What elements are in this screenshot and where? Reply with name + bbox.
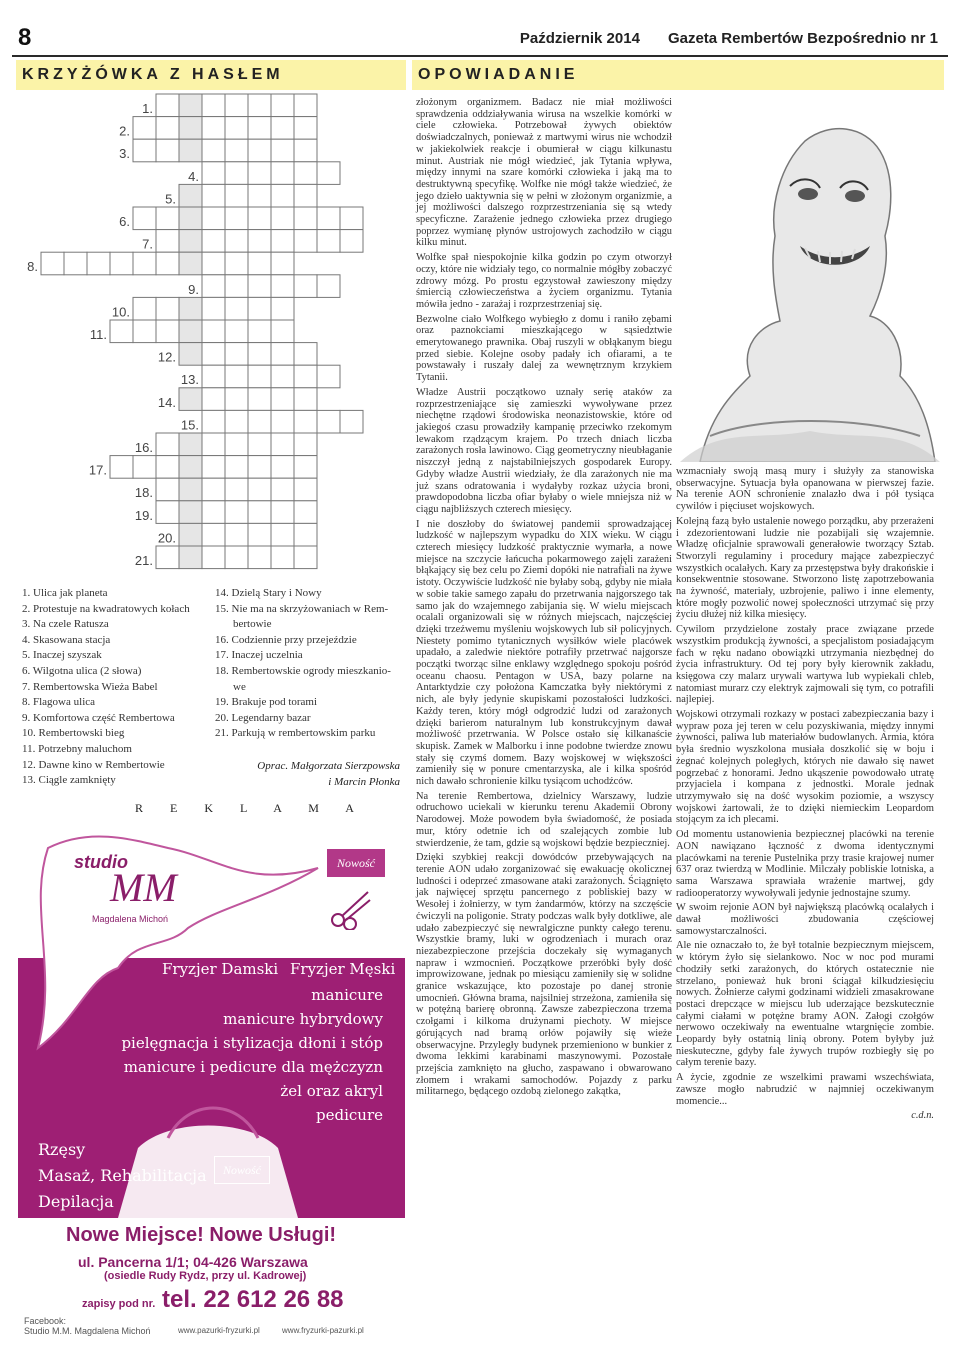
facebook-name: Studio M.M. Magdalena Michoń — [24, 1326, 151, 1336]
crossword-cell[interactable] — [248, 478, 271, 501]
crossword-row-number: 11. — [89, 327, 107, 342]
story-paragraph: Ale nie oznaczało to, że był totalnie bezpiecznym miejscem, w którym żyło się sielankowo. Noc w noc pod murami chodziły setki zarażonych, do których ostatecznie nie strzelano, ponieważ huk broni ściągał kilkudziesięciu nowych. Żołnierze całymi godzinami widzieli zmasakrowane postaci drepczące w miejscu lub uderzające bezskutecznie całymi ciałami w potężne bramy AON. Załogi czołgów nerwowo oczekiwały na ewentualne wtargnięcie zombie. Leopardy były ostatnią linią obrony. Potem byłyby już nieskuteczne, gdyby fale żywych trupów rozbiegły się po całym terenie bazy. — [676, 940, 934, 1069]
crossword-cell[interactable] — [179, 94, 202, 117]
crossword-cell[interactable] — [156, 501, 179, 524]
crossword-cell[interactable] — [225, 230, 248, 253]
page-number: 8 — [18, 24, 32, 51]
crossword-cell[interactable] — [179, 433, 202, 456]
crossword-cell[interactable] — [248, 320, 271, 343]
crossword-row-number: 9. — [188, 281, 199, 297]
crossword-cell[interactable] — [271, 478, 294, 501]
ad-logo: MM — [110, 865, 177, 910]
crossword-cell[interactable] — [202, 94, 225, 117]
crossword-cell[interactable] — [271, 162, 294, 185]
story-column-2 — [676, 466, 934, 1125]
fryzjer-meski: Fryzjer Męski — [290, 960, 396, 978]
crossword-cell[interactable] — [271, 456, 294, 479]
crossword-cell[interactable] — [271, 365, 294, 388]
ad-owner: Magdalena Michoń — [92, 914, 169, 924]
crossword-cell[interactable] — [271, 230, 294, 253]
crossword-cell[interactable] — [248, 139, 271, 162]
crossword-row-number: 19. — [134, 507, 153, 523]
ad-service: manicure hybrydowy — [223, 1010, 383, 1028]
crossword-cell[interactable] — [202, 365, 225, 388]
crossword-cell[interactable] — [294, 275, 317, 298]
page-header — [492, 30, 938, 47]
crossword-cell[interactable] — [294, 410, 317, 433]
ad-service: pielęgnacja i stylizacja dłoni i stóp — [121, 1034, 383, 1052]
crossword-row-number: 12. — [157, 349, 176, 365]
crossword-cell[interactable] — [271, 139, 294, 162]
crossword-cell[interactable] — [271, 252, 294, 275]
crossword-clue: 1. Ulica jak planeta — [22, 587, 108, 599]
crossword-cell[interactable] — [202, 433, 225, 456]
crossword-row-number: 16. — [134, 440, 153, 455]
crossword-cell[interactable] — [271, 94, 294, 117]
crossword-cell[interactable] — [156, 297, 179, 320]
crossword-cell[interactable] — [225, 456, 248, 479]
crossword-row-number: 8. — [27, 259, 38, 275]
crossword-cell[interactable] — [225, 162, 248, 185]
crossword-cell[interactable] — [156, 117, 179, 140]
crossword-cell[interactable] — [179, 478, 202, 501]
crossword-clue: 17. Inaczej uczelnia — [215, 649, 303, 662]
phone-number: tel. 22 612 26 88 — [162, 1286, 344, 1313]
crossword-cell[interactable] — [64, 252, 87, 275]
crossword-cell[interactable] — [225, 478, 248, 501]
crossword-cell[interactable] — [317, 207, 340, 230]
crossword-cell[interactable] — [294, 94, 317, 117]
crossword-cell[interactable] — [202, 501, 225, 524]
ad-address-note: (osiedle Rudy Rydz, przy ul. Kadrowej) — [104, 1270, 307, 1282]
crossword-cell[interactable] — [294, 162, 317, 185]
ad-studio: studio — [74, 852, 128, 872]
crossword-row-number: 21. — [134, 553, 153, 568]
story-paragraph: Władze Austrii początkowo uznały serię ataków za rozprzestrzeniające się zamieszki wywoływane przez niechętne rządowi środowiska neonazistowskie, które od jakiegoś czasu prowadziły kampanię przeciwko rzekomym lewakom rządzącym krajem. Po trzech dniach liczba zarażonych rosła lawinowo. Ciąg geometryczny nieubłaganie niszczył jedną z najstabilniejszych gospodarek Europy. Gdyby władze Austrii wiedziały, że dla zarażonych nie ma już szans odratowania i wydałyby rozkaz użycia broni, prawdopodobna liczba ofiar byłaby o wiele mniejsza niż w ciągu najbliższych czterech miesięcy. — [416, 386, 672, 515]
new-badge: Nowość — [214, 1156, 270, 1184]
crossword-cell[interactable] — [179, 320, 202, 343]
clues-left — [22, 586, 190, 789]
crossword-cell[interactable] — [294, 365, 317, 388]
crossword-clue: 6. Wilgotna ulica (2 słowa) — [22, 664, 142, 677]
ad-label: R E K L A M A — [135, 801, 366, 815]
crossword-cell[interactable] — [248, 388, 271, 411]
crossword-cell[interactable] — [202, 162, 225, 185]
story-column-1 — [416, 97, 672, 1101]
crossword-cell[interactable] — [225, 365, 248, 388]
crossword-cell[interactable] — [225, 523, 248, 546]
crossword-cell[interactable] — [179, 117, 202, 140]
crossword-cell[interactable] — [179, 523, 202, 546]
crossword-clue: 13. Ciągle zamknięty — [22, 774, 116, 787]
gazette-title: Gazeta Rembertów Bezpośrednio nr 1 — [667, 30, 938, 47]
crossword-cell[interactable] — [271, 546, 294, 569]
crossword-cell[interactable] — [294, 501, 317, 524]
crossword-cell[interactable] — [202, 230, 225, 253]
crossword-cell[interactable] — [202, 297, 225, 320]
crossword-cell[interactable] — [87, 252, 110, 275]
crossword-cell[interactable] — [225, 297, 248, 320]
crossword-clue: 3. Na czele Ratusza — [22, 618, 109, 631]
crossword-cell[interactable] — [271, 410, 294, 433]
crossword-row-number: 10. — [111, 304, 130, 320]
ad-left-service: Depilacja — [38, 1192, 114, 1211]
crossword-cell[interactable] — [225, 117, 248, 140]
crossword-cell[interactable] — [156, 207, 179, 230]
crossword-cell[interactable] — [225, 320, 248, 343]
crossword-cell[interactable] — [271, 523, 294, 546]
crossword-cell[interactable] — [340, 410, 363, 433]
crossword-cell[interactable] — [179, 546, 202, 569]
crossword-clue: bertowie — [233, 618, 272, 631]
crossword-cell[interactable] — [248, 501, 271, 524]
crossword-cell[interactable] — [202, 275, 225, 298]
header-rule — [12, 55, 948, 57]
crossword-cell[interactable] — [248, 546, 271, 569]
crossword-cell[interactable] — [225, 410, 248, 433]
crossword-cell[interactable] — [340, 207, 363, 230]
crossword-clue: 7. Rembertowska Wieża Babel — [22, 680, 158, 693]
crossword-cell[interactable] — [133, 139, 156, 162]
crossword-cell[interactable] — [225, 252, 248, 275]
crossword-cell[interactable] — [340, 230, 363, 253]
crossword-clue: 12. Dawne kino w Rembertowie — [22, 758, 165, 771]
crossword-cell[interactable] — [179, 184, 202, 207]
crossword-cell[interactable] — [294, 433, 317, 456]
crossword-cell[interactable] — [179, 297, 202, 320]
crossword-clue: 9. Komfortowa część Rembertowa — [22, 711, 175, 724]
crossword-cell[interactable] — [156, 320, 179, 343]
fryzjer-damski: Fryzjer Damski — [162, 960, 279, 978]
crossword-credit — [240, 758, 400, 790]
crossword-cell[interactable] — [248, 184, 271, 207]
crossword-cell[interactable] — [202, 523, 225, 546]
crossword-row-number: 14. — [157, 394, 176, 410]
crossword-row-number: 13. — [180, 372, 199, 388]
scissors-icon — [328, 886, 372, 930]
clues-right — [215, 586, 391, 742]
crossword-cell[interactable] — [294, 478, 317, 501]
story-paragraph: Od momentu ustanowienia bezpiecznej placówki na terenie AON nawiązano łączność z dwoma identycznymi placówkami na terenie Pustelnika przy trasie krajowej numer 637 oraz twierdzą w Modlinie. Milczały pobliskie lotniska, a sama Warszawa sprawiała wrażenie martwej, gdy radiooperatorzy wywoływali jedynie jednostajne szumy. — [676, 829, 934, 899]
crossword-cell[interactable] — [271, 117, 294, 140]
salon-advertisement — [18, 818, 405, 1340]
ad-websites: www.pazurki-fryzurki.pl www.fryzurki-pazurki.pl — [178, 1326, 364, 1335]
crossword-cell[interactable] — [248, 275, 271, 298]
crossword-cell[interactable] — [294, 546, 317, 569]
crossword-cell[interactable] — [225, 275, 248, 298]
crossword-clue: 21. Parkują w rembertowskim parku — [215, 727, 376, 740]
ad-left-service: Masaż, Rehabilitacja — [38, 1166, 207, 1185]
crossword-cell[interactable] — [271, 501, 294, 524]
crossword-cell[interactable] — [202, 388, 225, 411]
crossword-cell[interactable] — [271, 388, 294, 411]
crossword-row-number: 1. — [142, 101, 153, 116]
crossword-cell[interactable] — [248, 343, 271, 366]
crossword-cell[interactable] — [110, 320, 133, 343]
crossword-row-number: 18. — [134, 485, 153, 501]
crossword-clue: 4. Skasowana stacja — [22, 633, 111, 646]
crossword-section-title: KRZYŻÓWKA Z HASŁEM — [16, 60, 406, 90]
crossword-cell[interactable] — [225, 433, 248, 456]
credit-line: Oprac. Małgorzata Sierzpowska — [257, 760, 400, 772]
crossword-cell[interactable] — [202, 207, 225, 230]
zombie-illustration — [680, 96, 940, 462]
crossword-row-number: 5. — [165, 191, 176, 207]
crossword-cell[interactable] — [179, 252, 202, 275]
crossword-row-number: 15. — [180, 417, 199, 433]
ad-phone — [82, 1286, 344, 1314]
crossword-cell[interactable] — [179, 139, 202, 162]
crossword-cell[interactable] — [133, 456, 156, 479]
crossword-cell[interactable] — [225, 207, 248, 230]
crossword-cell[interactable] — [133, 252, 156, 275]
crossword-grid[interactable] — [18, 92, 398, 582]
crossword-cell[interactable] — [179, 230, 202, 253]
crossword-cell[interactable] — [248, 456, 271, 479]
crossword-cell[interactable] — [202, 343, 225, 366]
ad-facebook — [24, 1316, 151, 1336]
crossword-cell[interactable] — [248, 297, 271, 320]
crossword-clue: 5. Inaczej szyszak — [22, 649, 102, 662]
crossword-cell[interactable] — [179, 343, 202, 366]
crossword-cell[interactable] — [294, 388, 317, 411]
crossword-cell[interactable] — [248, 117, 271, 140]
crossword-cell[interactable] — [271, 275, 294, 298]
crossword-cell[interactable] — [294, 139, 317, 162]
crossword-cell[interactable] — [156, 94, 179, 117]
crossword-row-number: 3. — [119, 146, 130, 162]
crossword-cell[interactable] — [156, 478, 179, 501]
story-paragraph: Dzięki szybkiej reakcji dowódców przebywających na terenie AON udało zorganizować się ewakuację okolicznej ludności i odeprzeć zmasowane ataki zarażonych. Ściągnięto jak najwięcej sprzętu pancernego z pobliskiej bazy w Wesołej i żołnierzy, w tym żandarmów, którzy na szczęście ćwiczyli na poligonie. Straty podczas walk były dotkliwe, ale udało zabezpieczyć się newralgiczne punkty całego terenu. Wszystkie bramy, luki w ogrodzeniach i murach oraz niezabezpieczone przejścia doczekały się wymaganych napraw i wzmocnień. Początkowe przeróbki były dość improwizowane, jednak po miesiącu zamieniły się w solidne granice wskazujące, kto pozostaje po danej stronie umocnień. Główna brama, najsilniej strzeżona, zamieniła się w potężną barierę obronną. Zawsze zabezpieczona trzema czołgami i kilkoma drużynami piechoty. W miejsce górujących nad bramą orłów pojawiły się wieże obserwacyjne. Przyległy budynek przemieniono w bunkier z dwoma lekkimi karabinami maszynowymi. Pozostałe przejścia zamknięto na głucho, zaspawano i obwarowano złomem i wrakami samochodów. Pojazdy z parku militarnego, będącego ozdobą zielonego zakątka, — [416, 852, 672, 1098]
story-paragraph: I nie doszłoby do światowej pandemii sprowadzającej ludzkość w najlepszym wypadku do XIX wieku. W ciągu czterech miesięcy ludzkość praktycznie wymarła, a nowe miejsce na szczycie łańcucha pokarmowego zajęli zarażeni błąkający się bez celu po Ziemi dopóki nie natrafiali na żywe istoty. Oczywiście ludzkość nie byłaby sobą, gdyby nie miała w sobie takie samego zapału do przetrwania najgorszego tak samo jak do wzajemnego zabijania się. W wielu miejscach ocalali organizowali się w różnych miejscach, najczęściej dzięki trzeźwemu myśleniu wojskowych lub sił policyjnych. Niestety pomimo tytanicznych wysiłków wiele placówek upadało, a zaledwie niektóre potrafiły przetrwać najgorsze początki tworząc silne enklawy względnego spokoju pośród oceanu chaosu. Pentagon w USA, bazy polarne na Antarktydzie czy położona Kamczatka były niektórymi z nich, ale były jedynie skupiskami pozostałości ludzkości. Każdy teren, który mógł odgrodzić ludzi od zarażonych dzięki barierom naturalnym lub konstrukcyjnym dawał możliwość przetrwania. W Polsce ostało się kilkanaście skupisk. Zamek w Malborku i inne podobne twierdze znowu stały się czymś domem. Bazy wojskowej w większości zamieniły się w ponure cmentarzyska, ale i kilka spośród nich dawało schronienie kilku tysiącom uchodźców. — [416, 518, 672, 788]
crossword-cell[interactable] — [202, 184, 225, 207]
crossword-cell[interactable] — [271, 433, 294, 456]
crossword-cell[interactable] — [294, 523, 317, 546]
crossword-cell[interactable] — [110, 252, 133, 275]
ad-service: żel oraz akryl — [280, 1082, 383, 1100]
crossword-clue: 18. Rembertowskie ogrody mieszkanio- — [215, 664, 391, 677]
crossword-cell[interactable] — [271, 184, 294, 207]
new-badge: Nowość — [326, 848, 386, 878]
crossword-cell[interactable] — [271, 320, 294, 343]
ad-service: manicure i pedicure dla mężczyzn — [123, 1058, 383, 1076]
story-paragraph: Cywilom przydzielone zostały prace związane przede wszystkim produkcją żywności, a specjalistom posiadającym fach w ręku nadano obowiązki utrzymania niezbędnej do życia infrastruktury. Od tej pory były kierownik zakładu, księgowa czy malarz urywali wartywa lub wypiekali chleb, natomiast murarz czy elektryk zajmowali się tym, co potrafili najlepiej. — [676, 624, 934, 706]
crossword-cell[interactable] — [156, 546, 179, 569]
crossword-cell[interactable] — [248, 162, 271, 185]
ad-service: pedicure — [316, 1106, 383, 1124]
crossword-row-number: 6. — [119, 214, 130, 229]
story-paragraph: Na terenie Rembertowa, dzielnicy Warszawy, ludzie odruchowo uciekali w kierunku terenu Akademii Obrony Narodowej. Może powodem była świadomość, że posiada mur, który odetnie ich od szalejących zombie lub stwierdzenie, że tam, gdzie są wojskowi będzie bezpieczniej. — [416, 790, 672, 849]
crossword-cell[interactable] — [317, 410, 340, 433]
crossword-cell[interactable] — [294, 207, 317, 230]
crossword-cell[interactable] — [294, 456, 317, 479]
crossword-cell[interactable] — [202, 456, 225, 479]
crossword-clue: 19. Brakuje pod torami — [215, 696, 318, 709]
crossword-cell[interactable] — [317, 275, 340, 298]
story-signature: c.d.n. — [911, 1110, 934, 1122]
crossword-cell[interactable] — [225, 501, 248, 524]
crossword-cell[interactable] — [179, 207, 202, 230]
crossword-clue: 15. Nie ma na skrzyżowaniach w Rem- — [215, 602, 389, 615]
crossword-cell[interactable] — [156, 456, 179, 479]
crossword-cell[interactable] — [225, 343, 248, 366]
ad-service: manicure — [311, 986, 383, 1004]
crossword-cell[interactable] — [133, 117, 156, 140]
crossword-cell[interactable] — [202, 320, 225, 343]
story-section-title: OPOWIADANIE — [412, 60, 944, 90]
crossword-cell[interactable] — [271, 297, 294, 320]
crossword-cell[interactable] — [317, 230, 340, 253]
crossword-clue: 2. Protestuje na kwadratowych kołach — [22, 602, 190, 615]
crossword-cell[interactable] — [294, 184, 317, 207]
crossword-row-number: 17. — [88, 462, 107, 478]
crossword-cell[interactable] — [156, 252, 179, 275]
crossword-row-number: 4. — [188, 168, 199, 184]
ad-left-service: Rzęsy — [38, 1140, 86, 1159]
crossword-cell[interactable] — [156, 230, 179, 253]
story-paragraph: złożonym organizmem. Badacz nie miał możliwości sprawdzenia oddziaływania wirusa na wszelkie komórki w ciele człowieka. Potrzebował żywych obiektów doświadczalnych, ponieważ z martwymi wirus nie wchodził w jakiekolwiek reakcje i obumierał w ciągu kilkunastu minut. Austriak nie mógł wiedzieć, jak Tytania wpływa, między innymi na szare komórki człowieka i jaką ma to destruktywną specyfikę. Wolfke nie mógł także wiedzieć, że jego dzieło uaktywnia się w pełni w złożonym organizmie, a jej możliwości dalszego rozprzestrzeniania się są wtedy specyficzne. Zarażenie jednego człowieka przez drugiego poprzez wymianę płynów ustrojowych zachodziło w ciągu kilku minut. — [416, 97, 672, 249]
crossword-cell[interactable] — [248, 523, 271, 546]
crossword-cell[interactable] — [225, 139, 248, 162]
crossword-cell[interactable] — [317, 365, 340, 388]
crossword-clue: 8. Flagowa ulica — [22, 696, 96, 709]
crossword-cell[interactable] — [225, 184, 248, 207]
crossword-cell[interactable] — [225, 546, 248, 569]
crossword-clue: 10. Rembertowski bieg — [22, 727, 125, 740]
crossword-cell[interactable] — [156, 433, 179, 456]
story-paragraph: Kolejną fazą było ustalenie nowego porządku, aby przerażeni i zdezorientowani ludzie nie pozabijali się wzajemnie. Władzę oficjalnie sprawowali generałowie tworzący Sztab. Stworzyli regulaminy i procedury mające zabezpieczyć wszystkich ocalałych. Kary za przestępstwa były drakońskie i konsekwentnie stosowane. Stworzono listę zapotrzebowania na żywność, materiały, uzbrojenie, paliwo i inne elementy, które mogły pozwolić nowej społeczności utrzymać się przy życiu dłużej niż kilka miesięcy. — [676, 515, 934, 621]
crossword-cell[interactable] — [225, 94, 248, 117]
crossword-cell[interactable] — [248, 433, 271, 456]
crossword-cell[interactable] — [271, 207, 294, 230]
story-paragraph: A życie, zgodnie ze wszelkimi prawami wszechświata, zawsze mogło nabrudzić w najmniej oczekiwanym momencie... — [676, 1072, 934, 1107]
crossword-cell[interactable] — [248, 207, 271, 230]
crossword-cell[interactable] — [156, 139, 179, 162]
crossword-clue: 14. Dzielą Stary i Nowy — [215, 587, 322, 599]
crossword-cell[interactable] — [202, 252, 225, 275]
crossword-cell[interactable] — [202, 478, 225, 501]
crossword-cell[interactable] — [202, 139, 225, 162]
crossword-cell[interactable] — [294, 343, 317, 366]
crossword-cell[interactable] — [202, 546, 225, 569]
story-paragraph: Bezwolne ciało Wolfkego wybiegło z domu i raniło zębami oraz paznokciami mieszkającego w sąsiedztwie emerytowanego prawnika. Obaj ruszyli w obłąkanym biegu przed siebie. Kolejne osoby padały ich ofiarami, a te powstawały i ruszały dalej za wewnętrznym krzykiem Tytanii. — [416, 313, 672, 384]
crossword-cell[interactable] — [248, 94, 271, 117]
crossword-cell[interactable] — [133, 320, 156, 343]
crossword-cell[interactable] — [294, 117, 317, 140]
crossword-cell[interactable] — [248, 230, 271, 253]
crossword-cell[interactable] — [202, 410, 225, 433]
crossword-row-number: 7. — [142, 236, 153, 252]
crossword-cell[interactable] — [110, 456, 133, 479]
phone-prefix: zapisy pod nr. — [82, 1298, 156, 1310]
crossword-clue: we — [233, 680, 246, 693]
crossword-cell[interactable] — [225, 388, 248, 411]
crossword-cell[interactable] — [248, 410, 271, 433]
story-paragraph: Wojskowi otrzymali rozkazy w postaci zabezpieczania bazy i wypraw poza jej teren w celu pozyskiwania, między innymi żywności, paliwa lub materiałów budowlanych. Armia, która była średnio wyszkolona musiała doszkolić się w boju i żegnać kolejnych poległych, których nie dawało się nawet pogrzebać z honorami. Jedno ukąszenie powodowało utratę przyjaciela i kompana z jednostki. Morale jednak utrzymywało się na dość wysokim poziomie, a wszyscy wojskowi żartowali, że to dzięki niemieckim Leopardom stojącym za ich plecami. — [676, 709, 934, 826]
credit-line: i Marcin Płonka — [328, 776, 400, 788]
issue-date: Październik 2014 — [519, 30, 640, 47]
crossword-cell[interactable] — [248, 365, 271, 388]
crossword-clue: 20. Legendarny bazar — [215, 711, 311, 724]
crossword-cell[interactable] — [202, 117, 225, 140]
story-paragraph: wzmacniały swoją masą mury i służyły za stanowiska obserwacyjne. Sytuacja była opanowana w pierwszej fazie. Na terenie AON schronienie znalazło dwa i pół tysiąca cywilów i pięciuset wojskowych. — [676, 466, 934, 513]
crossword-cell[interactable] — [179, 456, 202, 479]
crossword-cell[interactable] — [271, 343, 294, 366]
crossword-clue: 16. Codziennie przy przejeździe — [215, 633, 357, 646]
crossword-cell[interactable] — [179, 501, 202, 524]
facebook-label: Facebook: — [24, 1316, 67, 1326]
ad-address: ul. Pancerna 1/1; 04-426 Warszawa — [78, 1254, 308, 1270]
crossword-cell[interactable] — [317, 162, 340, 185]
story-paragraph: Wolfke spał niespokojnie kilka godzin po czym otworzył oczy, które nie widziały tego, co normalnie mógłby zobaczyć zdrowy mózg. Po prostu egzystował zawieszony między śmiercią człowieczeństwa a życiem organizmu. Tytania mówiła jedno - zarażaj i rozprzestrzeniaj się. — [416, 252, 672, 310]
crossword-clue: 11. Potrzebny maluchom — [22, 742, 132, 755]
crossword-cell[interactable] — [133, 297, 156, 320]
crossword-cell[interactable] — [41, 252, 64, 275]
crossword-cell[interactable] — [179, 388, 202, 411]
story-paragraph: W swoim rejonie AON był największą placówką ocalałych i dawał możliwości zbudowania częściowej samowystarczalności. — [676, 902, 934, 937]
ad-headline: Nowe Miejsce! Nowe Usługi! — [66, 1224, 337, 1246]
crossword-row-number: 20. — [157, 530, 176, 546]
crossword-row-number: 2. — [119, 123, 130, 139]
crossword-cell[interactable] — [248, 252, 271, 275]
crossword-cell[interactable] — [133, 207, 156, 230]
crossword-cell[interactable] — [294, 230, 317, 253]
